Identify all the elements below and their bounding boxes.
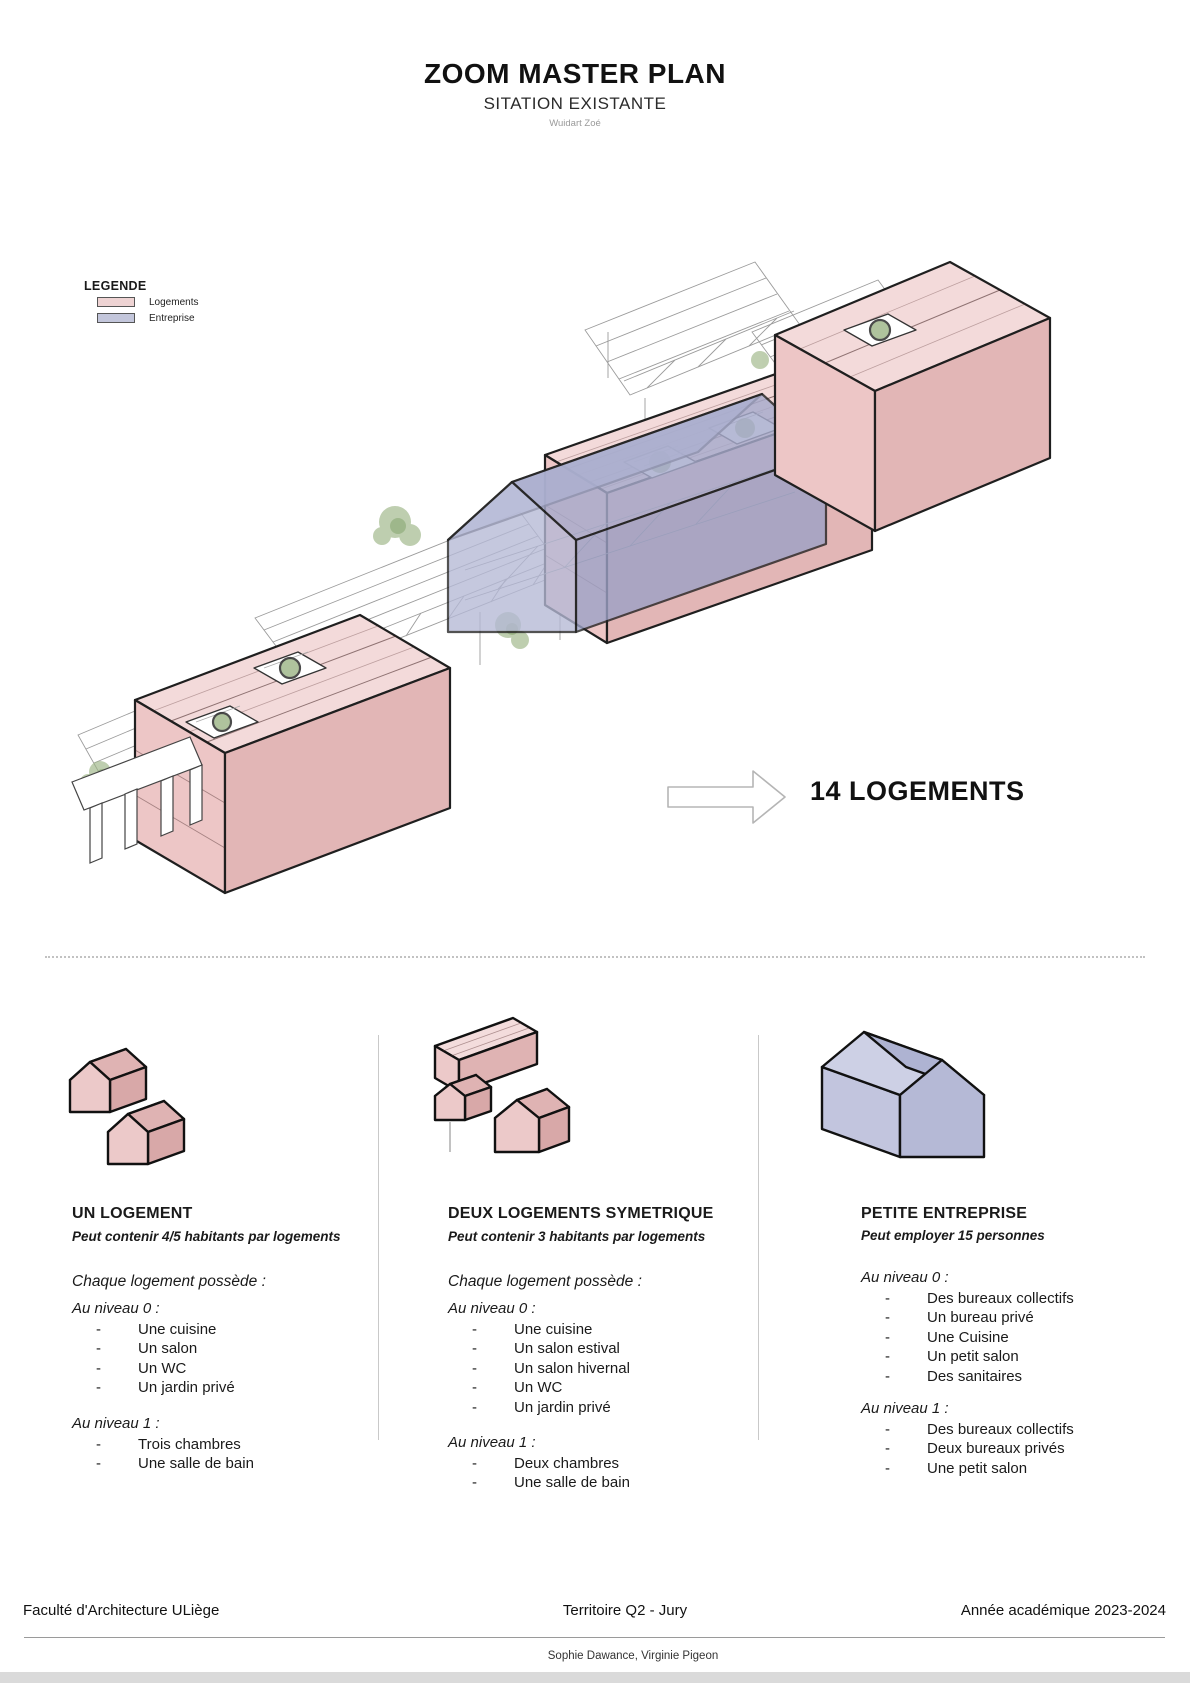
level-label: Au niveau 0 : xyxy=(72,1300,160,1317)
petite-entreprise-icon xyxy=(800,995,1005,1180)
deux-logements-icon xyxy=(412,1000,587,1180)
list-item: - Une Cuisine xyxy=(885,1328,1009,1346)
list-item: - Un WC xyxy=(96,1359,187,1377)
level-label: Au niveau 1 : xyxy=(861,1400,949,1418)
section-divider xyxy=(45,956,1145,958)
page-author: Wuidart Zoé xyxy=(549,118,601,129)
level-label: Au niveau 1 : xyxy=(448,1434,536,1452)
list-item: - Une cuisine xyxy=(472,1321,593,1338)
list-item: - Un salon hivernal xyxy=(472,1359,630,1377)
list-item: - Des sanitaires xyxy=(885,1367,1023,1385)
section-title: PETITE ENTREPRISE xyxy=(861,1205,1028,1222)
bottom-bar xyxy=(0,1672,1190,1683)
annotation-label: 14 LOGEMENTS xyxy=(810,776,1025,806)
un-logement-icon xyxy=(60,1012,195,1182)
list-item: - Une cuisine xyxy=(96,1321,217,1338)
footer-authors: Sophie Dawance, Virginie Pigeon xyxy=(547,1650,719,1662)
footer-course: Territoire Q2 - Jury xyxy=(562,1602,688,1619)
list-item: - Un petit salon xyxy=(885,1348,1019,1366)
section-title: UN LOGEMENT xyxy=(72,1205,193,1222)
level-list xyxy=(72,1435,392,1474)
list-item: - Un salon estival xyxy=(472,1340,620,1358)
axonometric-drawing xyxy=(0,220,1190,960)
section-deux-logements xyxy=(448,1205,768,1493)
list-item: - Deux bureaux privés xyxy=(885,1440,1065,1458)
section-petite-entreprise xyxy=(861,1205,1181,1478)
level-list xyxy=(861,1420,1181,1478)
level-label: Au niveau 1 : xyxy=(72,1414,160,1432)
level-list xyxy=(448,1454,768,1493)
section-subtitle: Peut employer 15 personnes xyxy=(861,1228,1045,1243)
level-list xyxy=(448,1320,768,1417)
list-item: - Un jardin privé xyxy=(472,1398,611,1416)
section-intro: Chaque logement possède : xyxy=(72,1273,266,1290)
list-item: - Une salle de bain xyxy=(96,1455,254,1473)
logements-block-upper-right xyxy=(775,262,1050,531)
title-block xyxy=(0,58,1150,129)
list-item: - Des bureaux collectifs xyxy=(885,1290,1074,1307)
section-title: DEUX LOGEMENTS SYMETRIQUE xyxy=(448,1205,714,1222)
list-item: - Trois chambres xyxy=(96,1435,241,1453)
footer xyxy=(0,1602,1190,1622)
legend-label: Logements xyxy=(149,296,199,308)
legend-title: LEGENDE xyxy=(84,279,147,293)
level-list xyxy=(861,1289,1181,1386)
footer-divider xyxy=(24,1637,1165,1638)
page-title: ZOOM MASTER PLAN xyxy=(424,58,726,89)
list-item: - Deux chambres xyxy=(472,1455,620,1473)
list-item: - Un salon xyxy=(96,1340,198,1358)
list-item: - Une petit salon xyxy=(885,1459,1028,1477)
list-item: - Un jardin privé xyxy=(96,1379,235,1397)
section-subtitle: Peut contenir 4/5 habitants par logements xyxy=(72,1229,341,1244)
level-list xyxy=(72,1320,392,1398)
list-item: - Une salle de bain xyxy=(472,1474,630,1492)
list-item: - Un bureau privé xyxy=(885,1309,1034,1327)
footer-academic-year: Année académique 2023-2024 xyxy=(960,1602,1166,1619)
section-intro: Chaque logement possède : xyxy=(448,1273,642,1290)
legend-label: Entreprise xyxy=(149,312,195,324)
footer-institution: Faculté d'Architecture ULiège xyxy=(23,1602,220,1619)
list-item: - Des bureaux collectifs xyxy=(885,1421,1074,1439)
level-label: Au niveau 0 : xyxy=(861,1269,949,1286)
section-subtitle: Peut contenir 3 habitants par logements xyxy=(448,1229,706,1244)
page-subtitle: SITATION EXISTANTE xyxy=(483,94,667,113)
list-item: - Un WC xyxy=(472,1379,563,1397)
level-label: Au niveau 0 : xyxy=(448,1300,536,1317)
section-un-logement xyxy=(72,1205,392,1473)
arrow-right-icon xyxy=(665,765,805,829)
